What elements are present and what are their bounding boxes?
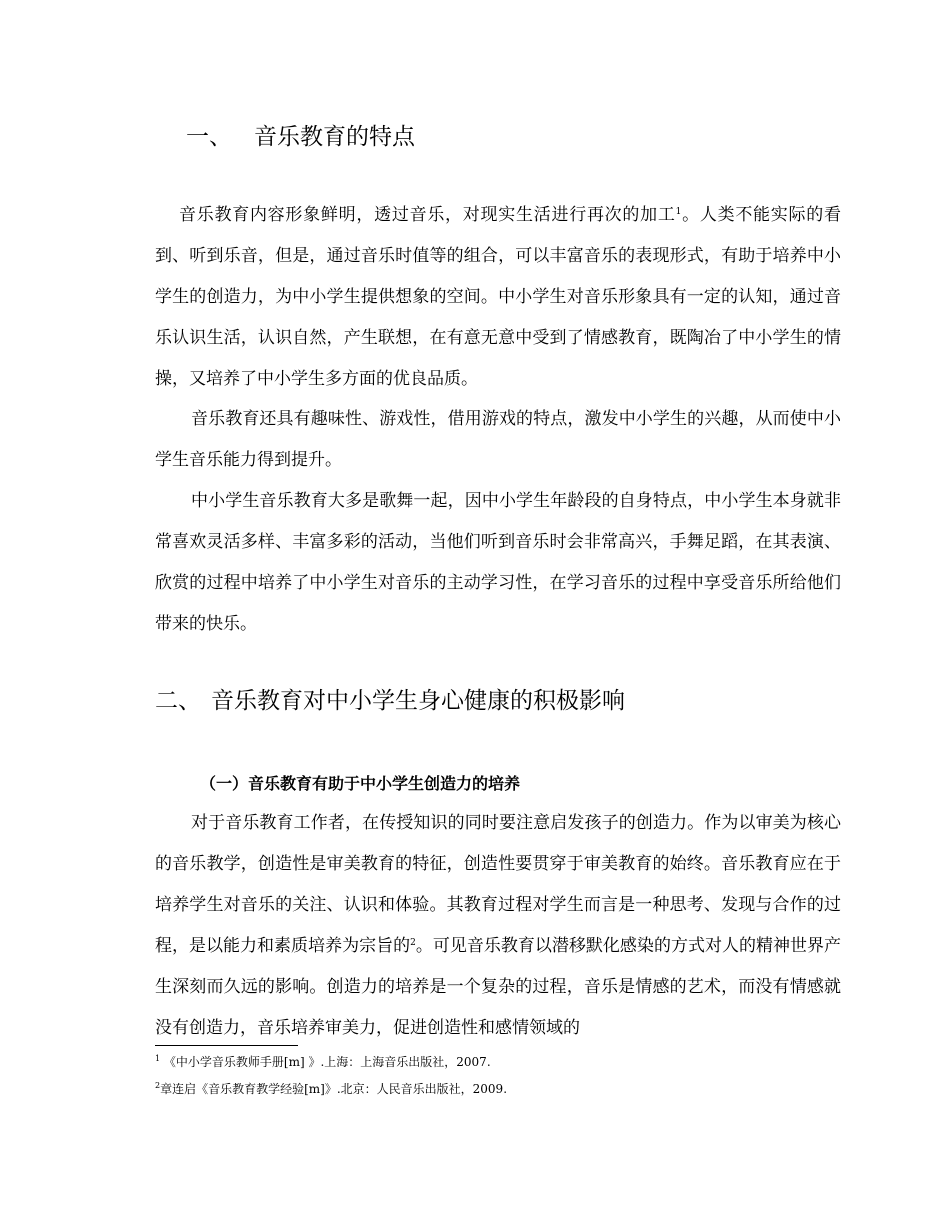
section-2-number: 二、 xyxy=(155,688,201,714)
footnote-mark: 1 xyxy=(155,1054,161,1063)
paragraph-text: 。人类不能实际的看到、听到乐音，但是，通过音乐时值等的组合，可以丰富音乐的表现形式，有助于培养中小学生的创造力，为中小学生提供想象的空间。中小学生对音乐形象具有一定的认知，通过音乐认识生活，认识自然，产生联想，在有意无意中受到了情感教育，既陶冶了中小学生的情操，又培养了中小学生多方面的优良品质。 xyxy=(155,205,842,389)
paragraph-text: 音乐教育内容形象鲜明，透过音乐，对现实生活进行再次的加工 xyxy=(179,205,676,225)
footnote-text: 章连启《音乐教育教学经验[m]》.北京：人民音乐出版社，2009. xyxy=(160,1082,508,1096)
section-1-paragraph-3: 中小学生音乐教育大多是歌舞一起，因中小学生年龄段的自身特点，中小学生本身就非常喜欢灵活多样、丰富多彩的活动，当他们听到音乐时会非常高兴，手舞足蹈，在其表演、欣赏的过程中培养了中小学生对音乐的主动学习性，在学习音乐的过程中享受音乐所给他们带来的快乐。 xyxy=(155,491,841,634)
footnote-ref-1: 1 xyxy=(675,207,682,217)
subsection-heading: （一）音乐教育有助于中小学生创造力的培养 xyxy=(200,774,521,793)
section-1-paragraph-1 xyxy=(155,195,841,400)
footnote-ref-2: 2 xyxy=(410,938,416,948)
paragraph-text: 对于音乐教育工作者，在传授知识的同时要注意启发孩子的创造力。作为以审美为核心的音乐教学，创造性是审美教育的特征，创造性要贯穿于审美教育的始终。音乐教育应在于培养学生对音乐的关注、认识和体验。其教育过程对学生而言是一种思考、发现与合作的过程，是以能力和素质培养为宗旨的 xyxy=(155,813,841,956)
footnote-1 xyxy=(155,1053,491,1070)
footnote-divider xyxy=(155,1045,298,1046)
section-1-heading xyxy=(186,118,415,151)
footnote-2 xyxy=(155,1080,507,1097)
footnote-mark: 2 xyxy=(155,1081,161,1090)
section-1-number: 一、 xyxy=(186,124,232,150)
section-2-heading xyxy=(155,682,625,715)
section-1-paragraph-2: 音乐教育还具有趣味性、游戏性，借用游戏的特点，激发中小学生的兴趣，从而使中小学生音乐能力得到提升。 xyxy=(155,409,841,470)
section-2-title: 音乐教育对中小学生身心健康的积极影响 xyxy=(211,688,625,714)
section-2-paragraph xyxy=(155,803,841,1049)
footnote-text: 《中小学音乐教师手册[m] 》.上海：上海音乐出版社，2007. xyxy=(160,1055,491,1069)
paragraph-text: 。可见音乐教育以潜移默化感染的方式对人的精神世界产生深刻而久远的影响。创造力的培养是一个复杂的过程，音乐是情感的艺术，而没有情感就没有创造力，音乐培养审美力，促进创造性和感情领域的 xyxy=(155,936,842,1038)
section-1-title: 音乐教育的特点 xyxy=(254,124,415,150)
